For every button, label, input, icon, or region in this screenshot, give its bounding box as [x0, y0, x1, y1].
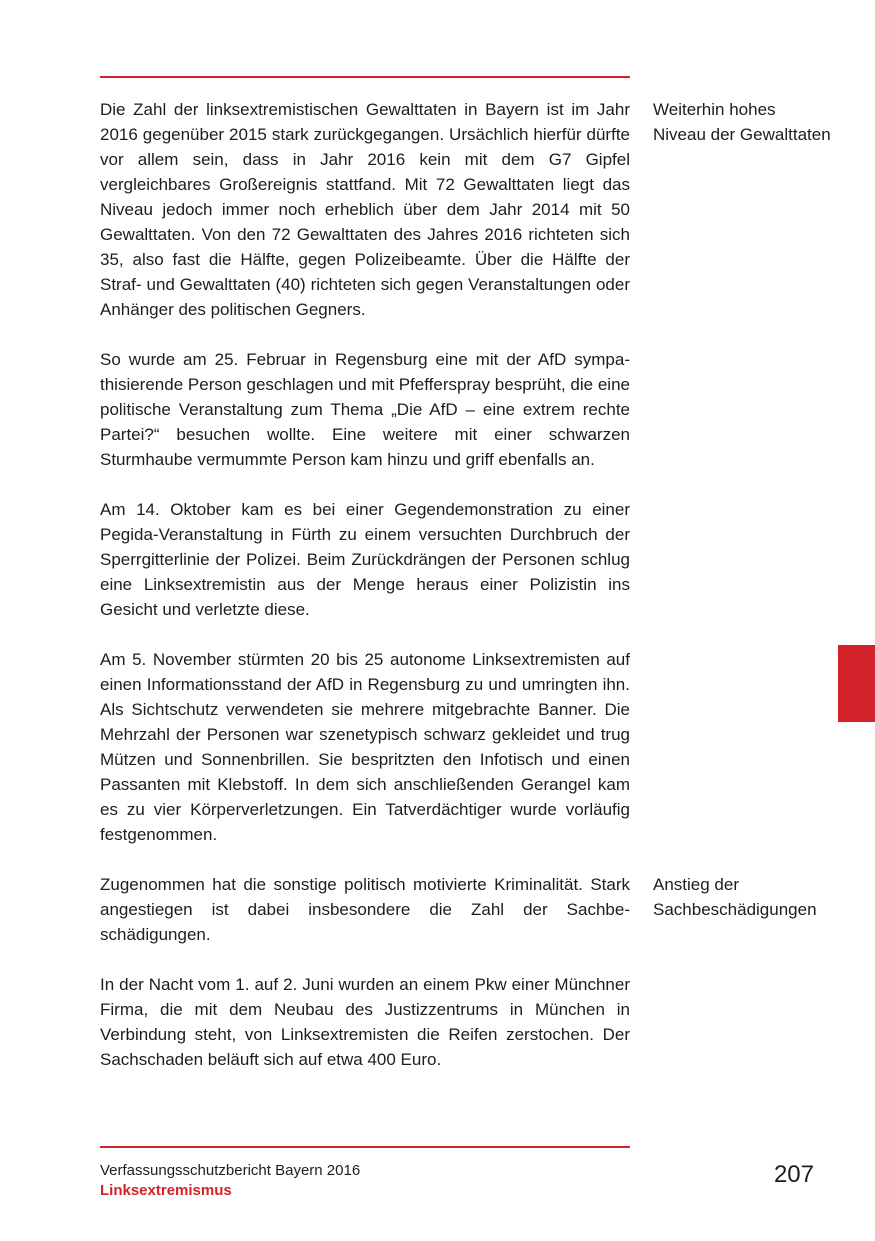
paragraph-munich-june: In der Nacht vom 1. auf 2. Juni wurden an einem Pkw einer Münchner Firma, die mit dem Neubau des Justizzentrums in München in Verbindung steht, von Linksextremisten die Reifen zerstochen. Der Sachschaden beläuft sich auf etwa 400 Euro.: [100, 975, 630, 1069]
margin-note-violence-level: Weiterhin hohes Niveau der Gewalttaten: [653, 100, 831, 144]
page-number: 207: [773, 1161, 814, 1188]
bottom-divider: [100, 1146, 630, 1148]
margin-note-property-damage: Anstieg der Sachbeschädigungen: [653, 875, 817, 919]
paragraph-regensburg-november: Am 5. November stürmten 20 bis 25 autonome Linksextremisten auf einen Informationsstand der AfD in Regensburg zu und umringten ihn. Als Sichtschutz verwendeten sie mehrere mitgebrachte Banner. Die Mehrzahl der Personen war szenetypisch schwarz gekleidet und trug Mützen und Sonnenbrillen. Sie bespritzten den Infotisch und einen Passanten mit Klebstoff. In dem sich anschließenden Gerangel kam es zu vier Körperverletzungen. Ein Tatverdächtiger wurde vorläufig festgenommen.: [100, 650, 630, 844]
top-divider: [100, 76, 630, 78]
paragraph-regensburg-february: So wurde am 25. Februar in Regensburg eine mit der AfD sympathisierende Person geschlagen und mit Pfefferspray besprüht, die eine politische Veranstaltung zum Thema „Die AfD – eine extrem rechte Partei?“ besuchen wollte. Eine weitere mit einer schwarzen Sturmhaube vermummte Person kam hinzu und griff ebenfalls an.: [100, 350, 630, 469]
paragraph-property-damage: Zugenommen hat die sonstige politisch motivierte Kriminalität. Stark angestiegen ist dabei insbesondere die Zahl der Sachbeschädigungen.: [100, 875, 630, 944]
footer-chapter-title: Linksextremismus: [100, 1182, 232, 1199]
paragraph-fuerth-october: Am 14. Oktober kam es bei einer Gegendemonstration zu einer Pegida-Veranstaltung in Fürth zu einem versuchten Durchbruch der Sperrgitterlinie der Polizei. Beim Zurückdrängen der Personen schlug eine Linksextremistin aus der Menge heraus einer Polizistin ins Gesicht und verletzte diese.: [100, 500, 630, 619]
footer-publication-title: Verfassungsschutzbericht Bayern 2016: [100, 1162, 361, 1179]
paragraph-violence-statistics: Die Zahl der linksextremistischen Gewalttaten in Bayern ist im Jahr 2016 gegenüber 2015 stark zurückgegangen. Ursächlich hierfür dürfte vor allem sein, dass in Jahr 2016 kein mit dem G7 Gipfel vergleichbares Großereignis stattfand. Mit 72 Gewalttaten liegt das Niveau jedoch immer noch erheblich über dem Jahr 2014 mit 50 Gewalttaten. Von den 72 Gewalttaten des Jahres 2016 richteten sich 35, also fast die Hälfte, gegen Polizeibeamte. Über die Hälfte der Straf- und Gewalttaten (40) richteten sich gegen Veranstaltungen oder Anhänger des politischen Gegners.: [100, 100, 630, 319]
body-text: [100, 97, 630, 1097]
chapter-thumb-tab: [838, 645, 875, 722]
